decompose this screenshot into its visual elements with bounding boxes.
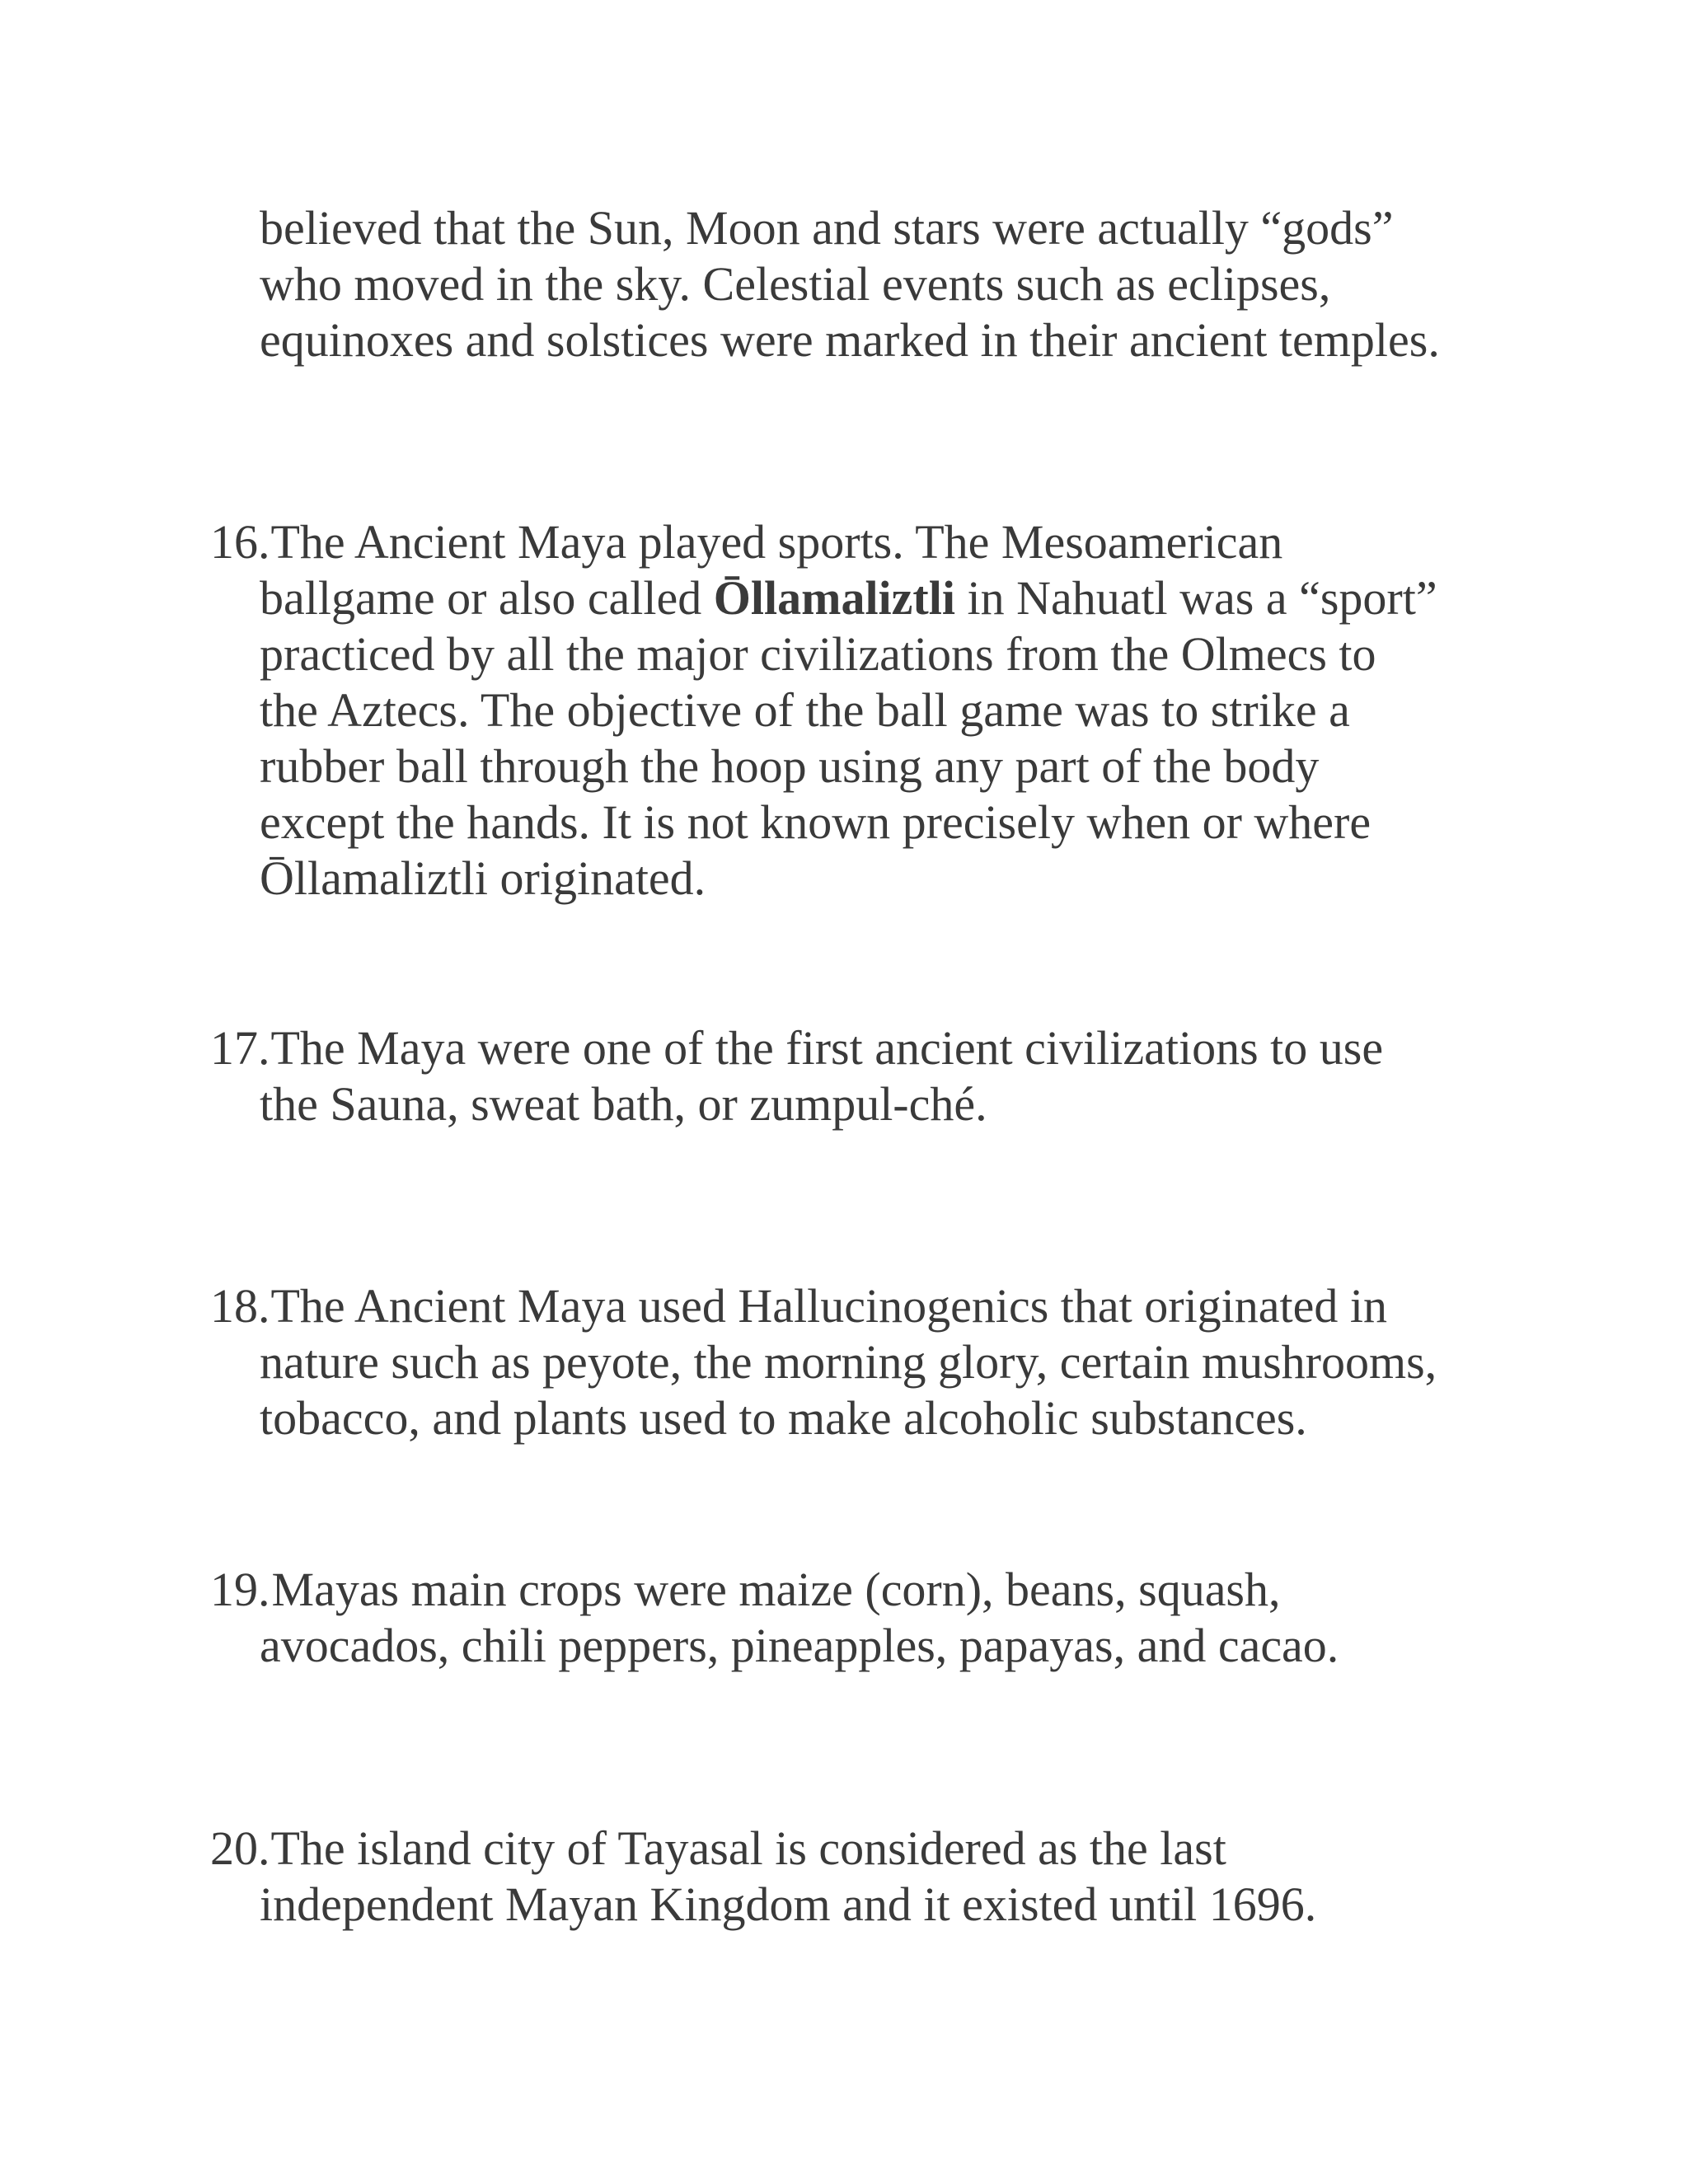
item-16-line-4: the Aztecs. The objective of the ball game was to strike a (260, 683, 1350, 737)
item-17-line-2: the Sauna, sweat bath, or zumpul-ché. (260, 1077, 987, 1131)
list-item-18 (210, 1278, 1529, 1446)
item-18-line-3: tobacco, and plants used to make alcoholic substances. (260, 1391, 1307, 1445)
item-16-line-5: rubber ball through the hoop using any part of the body (260, 739, 1320, 793)
list-item-19 (210, 1562, 1529, 1674)
item-number: 19. (210, 1563, 270, 1616)
item-number: 16. (210, 515, 270, 569)
list-item-17 (210, 1020, 1529, 1132)
item-16-line-2: ballgame or also called Ōllamaliztli in Nahuatl was a “sport” (260, 571, 1437, 625)
item-number: 17. (210, 1021, 270, 1075)
item-16-line-7: Ōllamaliztli originated. (260, 851, 706, 905)
item-19-line-2: avocados, chili peppers, pineapples, papayas, and cacao. (260, 1619, 1339, 1672)
item-17-line-1: The Maya were one of the first ancient civilizations to use (270, 1021, 1384, 1075)
item-16-line-6: except the hands. It is not known precisely when or where (260, 795, 1372, 849)
item-number: 20. (210, 1821, 270, 1875)
item-19-line-1: Mayas main crops were maize (corn), beans, squash, (271, 1563, 1281, 1616)
item-16-line-1: The Ancient Maya played sports. The Mesoamerican (270, 515, 1283, 569)
item-18-line-2: nature such as peyote, the morning glory, certain mushrooms, (260, 1335, 1437, 1389)
item-number: 18. (210, 1279, 270, 1333)
continuation-line-1: believed that the Sun, Moon and stars were actually “gods” (260, 201, 1394, 255)
ollamaliztli-term: Ōllamaliztli (713, 571, 955, 625)
continuation-paragraph (210, 200, 1529, 368)
item-20-line-2: independent Mayan Kingdom and it existed until 1696. (260, 1877, 1317, 1931)
item-16-line-3: practiced by all the major civilizations from the Olmecs to (260, 627, 1376, 681)
list-item-16 (210, 514, 1529, 907)
continuation-line-3: equinoxes and solstices were marked in their ancient temples. (260, 313, 1440, 367)
item-18-line-1: The Ancient Maya used Hallucinogenics that originated in (270, 1279, 1388, 1333)
list-item-20 (210, 1821, 1529, 1933)
continuation-line-2: who moved in the sky. Celestial events such as eclipses, (260, 257, 1331, 311)
item-20-line-1: The island city of Tayasal is considered as the last (270, 1821, 1226, 1875)
